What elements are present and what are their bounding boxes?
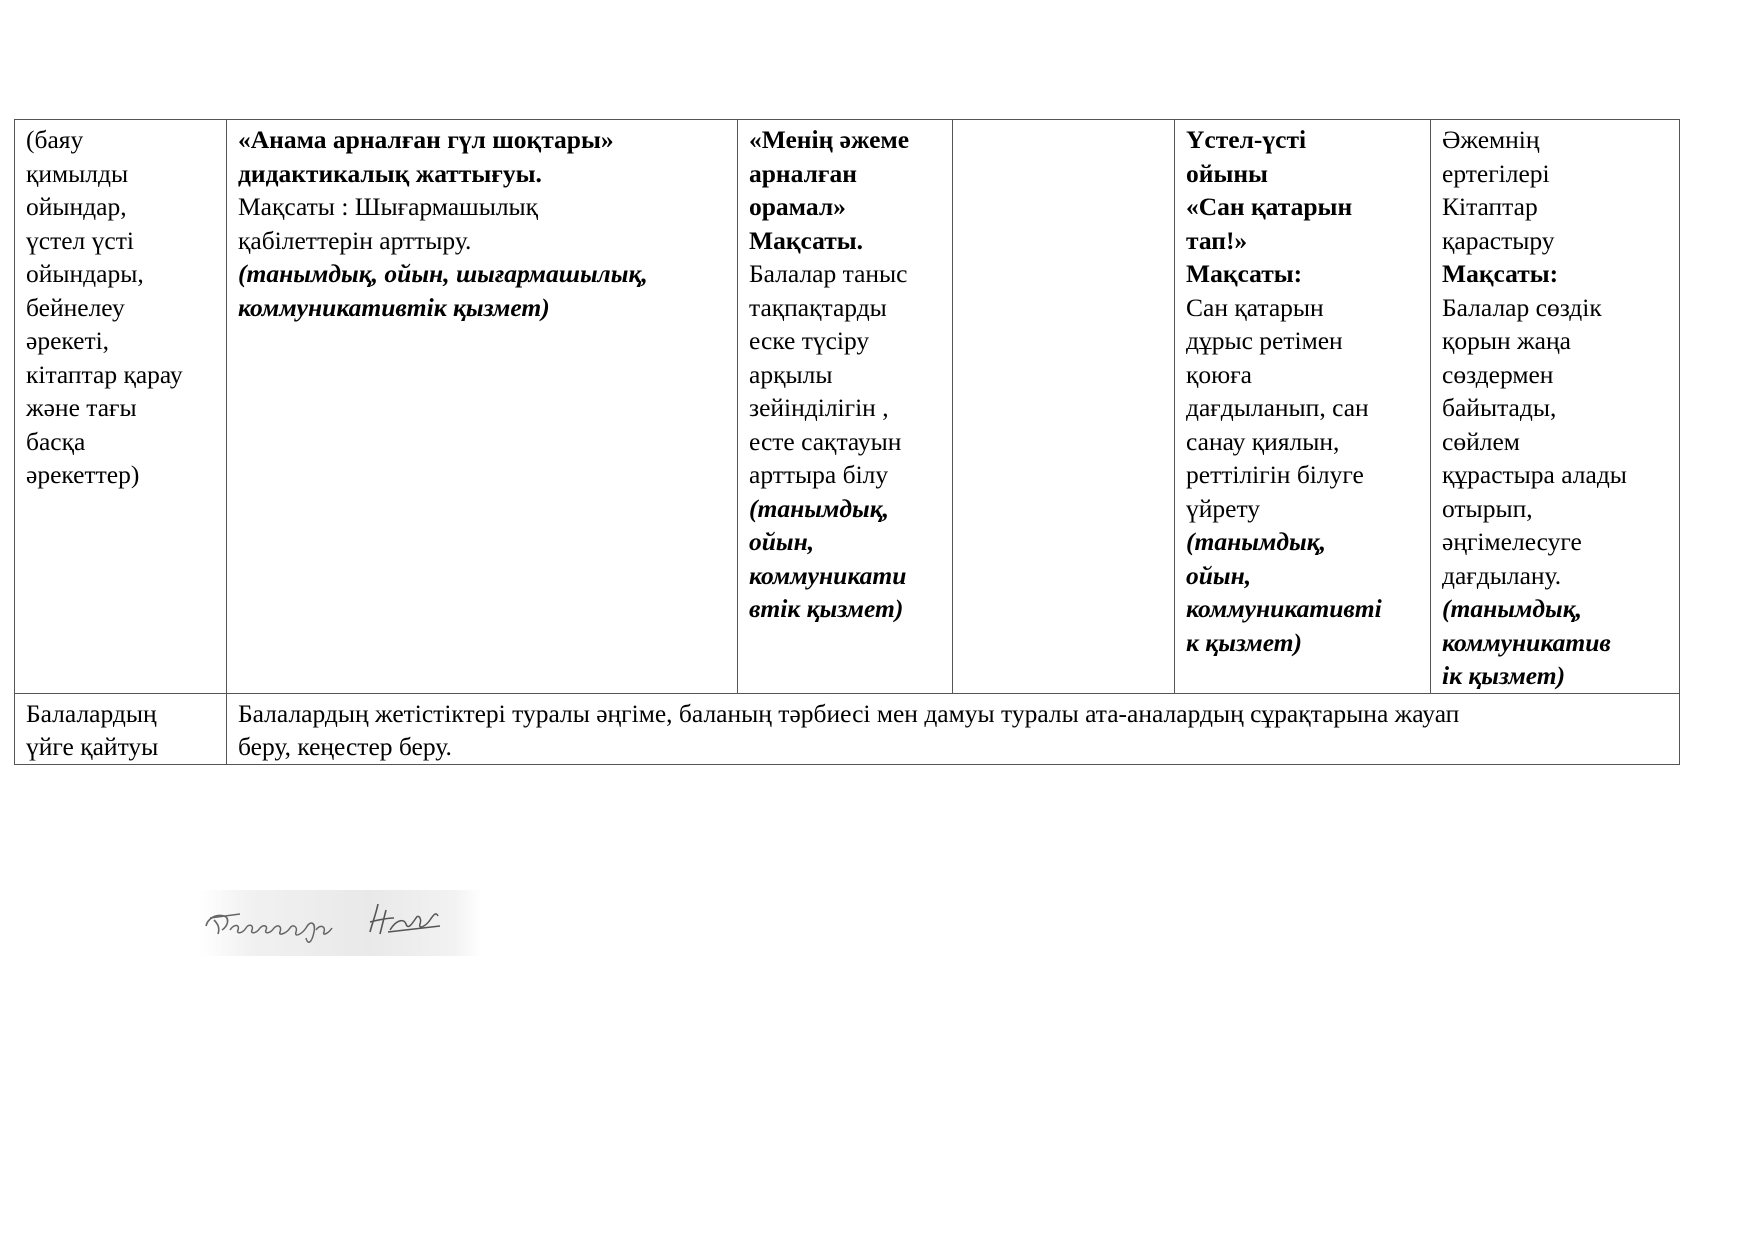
text-line: Сан қатарын bbox=[1186, 292, 1324, 322]
activity-title bbox=[749, 123, 941, 257]
text-line: ойындары, bbox=[26, 259, 144, 288]
text-line: (танымдық, bbox=[1186, 527, 1327, 556]
text-line: Балалар сөздік bbox=[1442, 292, 1602, 322]
text-line: дағдылану. bbox=[1442, 560, 1562, 590]
text-line: «Сан қатарын bbox=[1186, 192, 1353, 221]
text-line: арналған bbox=[749, 158, 857, 188]
text-line: зейінділігін , bbox=[749, 393, 889, 422]
text-line: басқа bbox=[26, 426, 86, 456]
text-line: арттыра білу bbox=[749, 460, 889, 489]
text-line: еске түсіру bbox=[749, 326, 870, 355]
text-line: дидактикалық жаттығуы. bbox=[238, 158, 542, 188]
text-line: (танымдық, ойын, шығармашылық, bbox=[238, 259, 648, 288]
line-list bbox=[238, 697, 1668, 764]
activity-title bbox=[238, 123, 726, 190]
plan-table bbox=[14, 119, 1680, 765]
text-line: кітаптар қарау bbox=[26, 359, 183, 389]
text-line: втік қызмет) bbox=[749, 594, 904, 623]
activity-cell-flowers bbox=[227, 120, 738, 694]
text-line: коммуникатив bbox=[1442, 627, 1611, 657]
text-line: арқылы bbox=[749, 359, 833, 389]
text-line: қарастыру bbox=[1442, 225, 1555, 255]
text-line: ертегілері bbox=[1442, 158, 1550, 188]
text-line: ойын, bbox=[1186, 560, 1252, 590]
going-home-description bbox=[227, 693, 1680, 764]
activity-note bbox=[749, 492, 941, 626]
line-list bbox=[26, 123, 215, 492]
text-line: ойын, bbox=[749, 527, 815, 556]
text-line: коммуникативтік қызмет) bbox=[238, 292, 550, 322]
text-line: ойындар, bbox=[26, 192, 127, 221]
text-line: үйге қайтуы bbox=[26, 732, 159, 761]
text-line: (баяу bbox=[26, 125, 84, 154]
activity-cell-tales bbox=[1431, 120, 1680, 694]
text-line: сөйлем bbox=[1442, 426, 1520, 456]
text-line: отырып, bbox=[1442, 493, 1533, 523]
activity-cell-scarf bbox=[738, 120, 953, 694]
text-line: құрастыра алады bbox=[1442, 460, 1627, 489]
activity-title bbox=[1442, 257, 1668, 291]
text-line: «Анама арналған гүл шоқтары» bbox=[238, 125, 614, 154]
text-line: Мақсаты. bbox=[749, 225, 864, 255]
text-line: к қызмет) bbox=[1186, 627, 1303, 657]
text-line: үйрету bbox=[1186, 493, 1261, 523]
activity-subject bbox=[1442, 123, 1668, 257]
table-row bbox=[15, 693, 1680, 764]
text-line: тақпақтарды bbox=[749, 292, 887, 322]
text-line: қорын жаңа bbox=[1442, 326, 1571, 355]
text-line: ойыны bbox=[1186, 158, 1268, 188]
text-line: Кітаптар bbox=[1442, 192, 1538, 221]
text-line: есте сақтауын bbox=[749, 426, 902, 456]
signature-stamp bbox=[200, 890, 482, 956]
text-line: реттілігін білуге bbox=[1186, 460, 1364, 489]
handwritten-signature bbox=[200, 890, 482, 956]
empty-cell bbox=[953, 120, 1175, 694]
text-line: ік қызмет) bbox=[1442, 661, 1566, 690]
text-line: коммуникативті bbox=[1186, 594, 1382, 623]
activity-title bbox=[1186, 123, 1419, 291]
activity-goal bbox=[1186, 291, 1419, 526]
text-line: «Менің әжеме bbox=[749, 125, 910, 154]
text-line: әрекеті, bbox=[26, 326, 110, 355]
line-list bbox=[26, 697, 215, 764]
text-line: дұрыс ретімен bbox=[1186, 326, 1343, 355]
text-line: байытады, bbox=[1442, 393, 1557, 422]
activity-note bbox=[1186, 525, 1419, 659]
text-line: әңгімелесуге bbox=[1442, 527, 1582, 556]
activity-note bbox=[238, 257, 726, 324]
activity-note bbox=[1442, 592, 1668, 693]
text-line: коммуникати bbox=[749, 560, 907, 590]
text-line: қоюға bbox=[1186, 359, 1252, 389]
text-line: орамал» bbox=[749, 192, 846, 221]
text-line: сөздермен bbox=[1442, 359, 1554, 389]
text-line: әрекеттер) bbox=[26, 460, 140, 489]
text-line: беру, кеңестер беру. bbox=[238, 732, 452, 761]
activity-goal bbox=[238, 190, 726, 257]
text-line: (танымдық, bbox=[749, 493, 890, 523]
text-line: Мақсаты: bbox=[1442, 259, 1559, 288]
text-line: Мақсаты : Шығармашылық bbox=[238, 192, 539, 221]
activity-goal bbox=[749, 257, 941, 492]
text-line: Балалардың жетістіктері туралы әңгіме, баланың тәрбиесі мен дамуы туралы ата-аналардың сұрақтарына жауап bbox=[238, 698, 1460, 728]
activity-goal bbox=[1442, 291, 1668, 593]
text-line: бейнелеу bbox=[26, 292, 125, 322]
activity-type-cell bbox=[15, 120, 227, 694]
text-line: санау қиялын, bbox=[1186, 426, 1340, 456]
text-line: (танымдық, bbox=[1442, 594, 1583, 623]
text-line: Мақсаты: bbox=[1186, 259, 1303, 288]
going-home-label bbox=[15, 693, 227, 764]
text-line: қимылды bbox=[26, 158, 129, 188]
activity-cell-numbers bbox=[1175, 120, 1431, 694]
text-line: Балалар таныс bbox=[749, 259, 908, 288]
text-line: үстел үсті bbox=[26, 225, 134, 255]
table-row bbox=[15, 120, 1680, 694]
text-line: тап!» bbox=[1186, 225, 1248, 255]
text-line: дағдыланып, сан bbox=[1186, 393, 1369, 422]
text-line: қабілеттерін арттыру. bbox=[238, 225, 472, 255]
text-line: және тағы bbox=[26, 393, 137, 422]
text-line: Әжемнің bbox=[1442, 125, 1540, 154]
text-line: Балалардың bbox=[26, 698, 157, 728]
text-line: Үстел-үсті bbox=[1186, 125, 1307, 154]
